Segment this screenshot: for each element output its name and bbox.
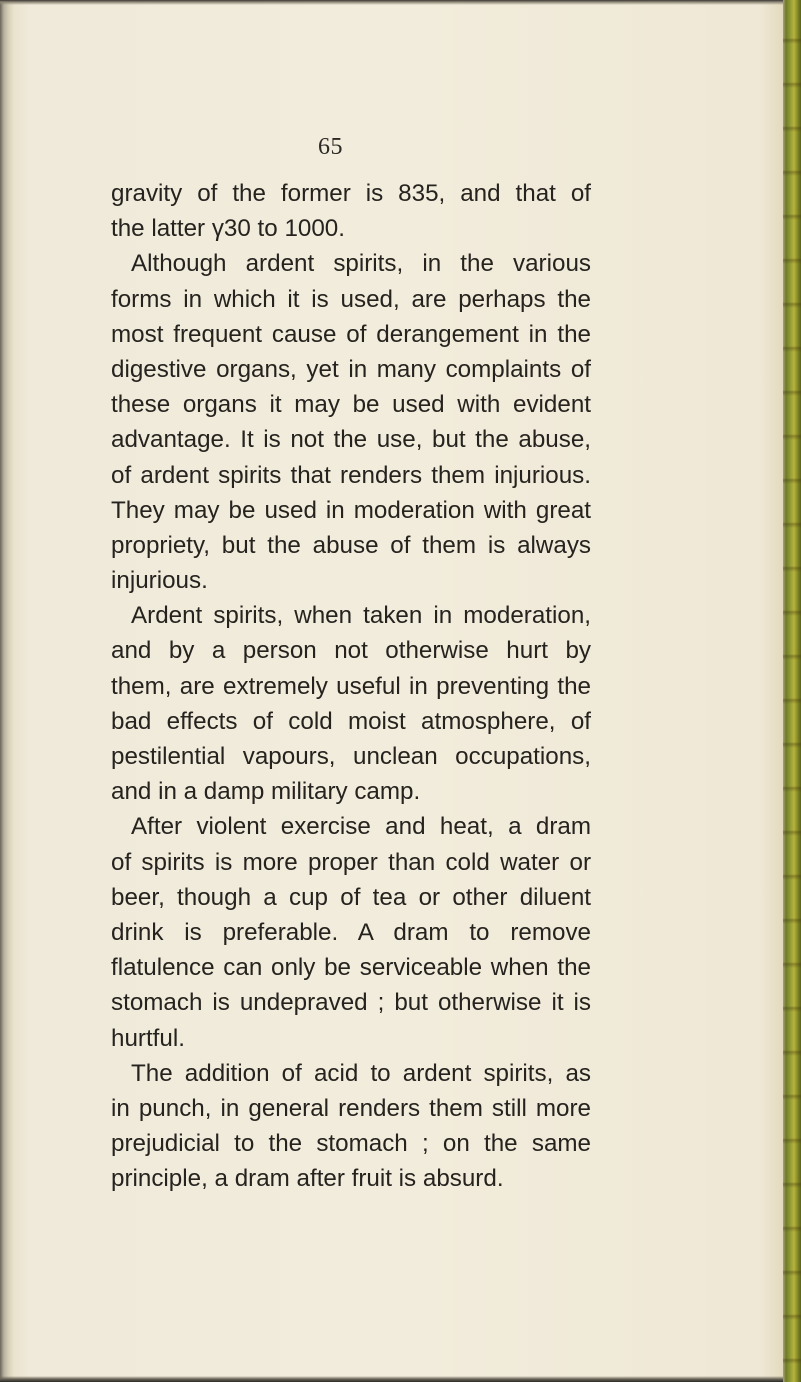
text-line: drink is preferable. A dram to remove: [111, 918, 591, 946]
text-line: forms in which it is used, are perhaps the: [111, 285, 591, 313]
text-line: hurtful.: [111, 1024, 185, 1052]
text-line: principle, a dram after fruit is absurd.: [111, 1165, 504, 1193]
text-line: and in a damp military camp.: [111, 778, 421, 806]
text-line: They may be used in moderation with great: [111, 496, 591, 524]
page-top-edge: [0, 0, 801, 5]
text-line: of spirits is more proper than cold water or: [111, 848, 591, 876]
text-line: The addition of acid to ardent spirits, as: [131, 1059, 591, 1087]
page-bottom-edge: [0, 1376, 801, 1382]
text-line: digestive organs, yet in many complaints of: [111, 355, 591, 383]
text-line: prejudicial to the stomach ; on the same: [111, 1130, 591, 1158]
text-line: bad effects of cold moist atmosphere, of: [111, 707, 591, 735]
text-line: these organs it may be used with evident: [111, 391, 591, 419]
text-line: Although ardent spirits, in the various: [131, 250, 591, 278]
text-line: pestilential vapours, unclean occupations,: [111, 743, 591, 770]
text-line: Ardent spirits, when taken in moderation,: [131, 602, 591, 630]
text-line: injurious.: [111, 567, 208, 595]
text-line: flatulence can only be serviceable when the: [111, 954, 591, 982]
text-line: beer, though a cup of tea or other diluent: [111, 883, 591, 911]
text-line: advantage. It is not the use, but the abuse,: [111, 426, 591, 454]
text-line: them, are extremely useful in preventing the: [111, 672, 591, 700]
text-line: gravity of the former is 835, and that of: [111, 180, 591, 207]
body-text: [111, 176, 591, 1196]
text-line: of ardent spirits that renders them injurious.: [111, 461, 591, 489]
text-line: propriety, but the abuse of them is always: [111, 531, 591, 559]
text-line: most frequent cause of derangement in the: [111, 320, 591, 348]
page-number: 65: [318, 134, 343, 160]
text-line: in punch, in general renders them still more: [111, 1094, 591, 1122]
text-line: and by a person not otherwise hurt by: [111, 637, 591, 665]
page-left-edge: [0, 0, 14, 1382]
text-line: the latter γ30 to 1000.: [111, 215, 345, 243]
binding-strip: [783, 0, 801, 1382]
text-line: After violent exercise and heat, a dram: [131, 813, 591, 841]
text-line: stomach is undepraved ; but otherwise it is: [111, 989, 591, 1017]
